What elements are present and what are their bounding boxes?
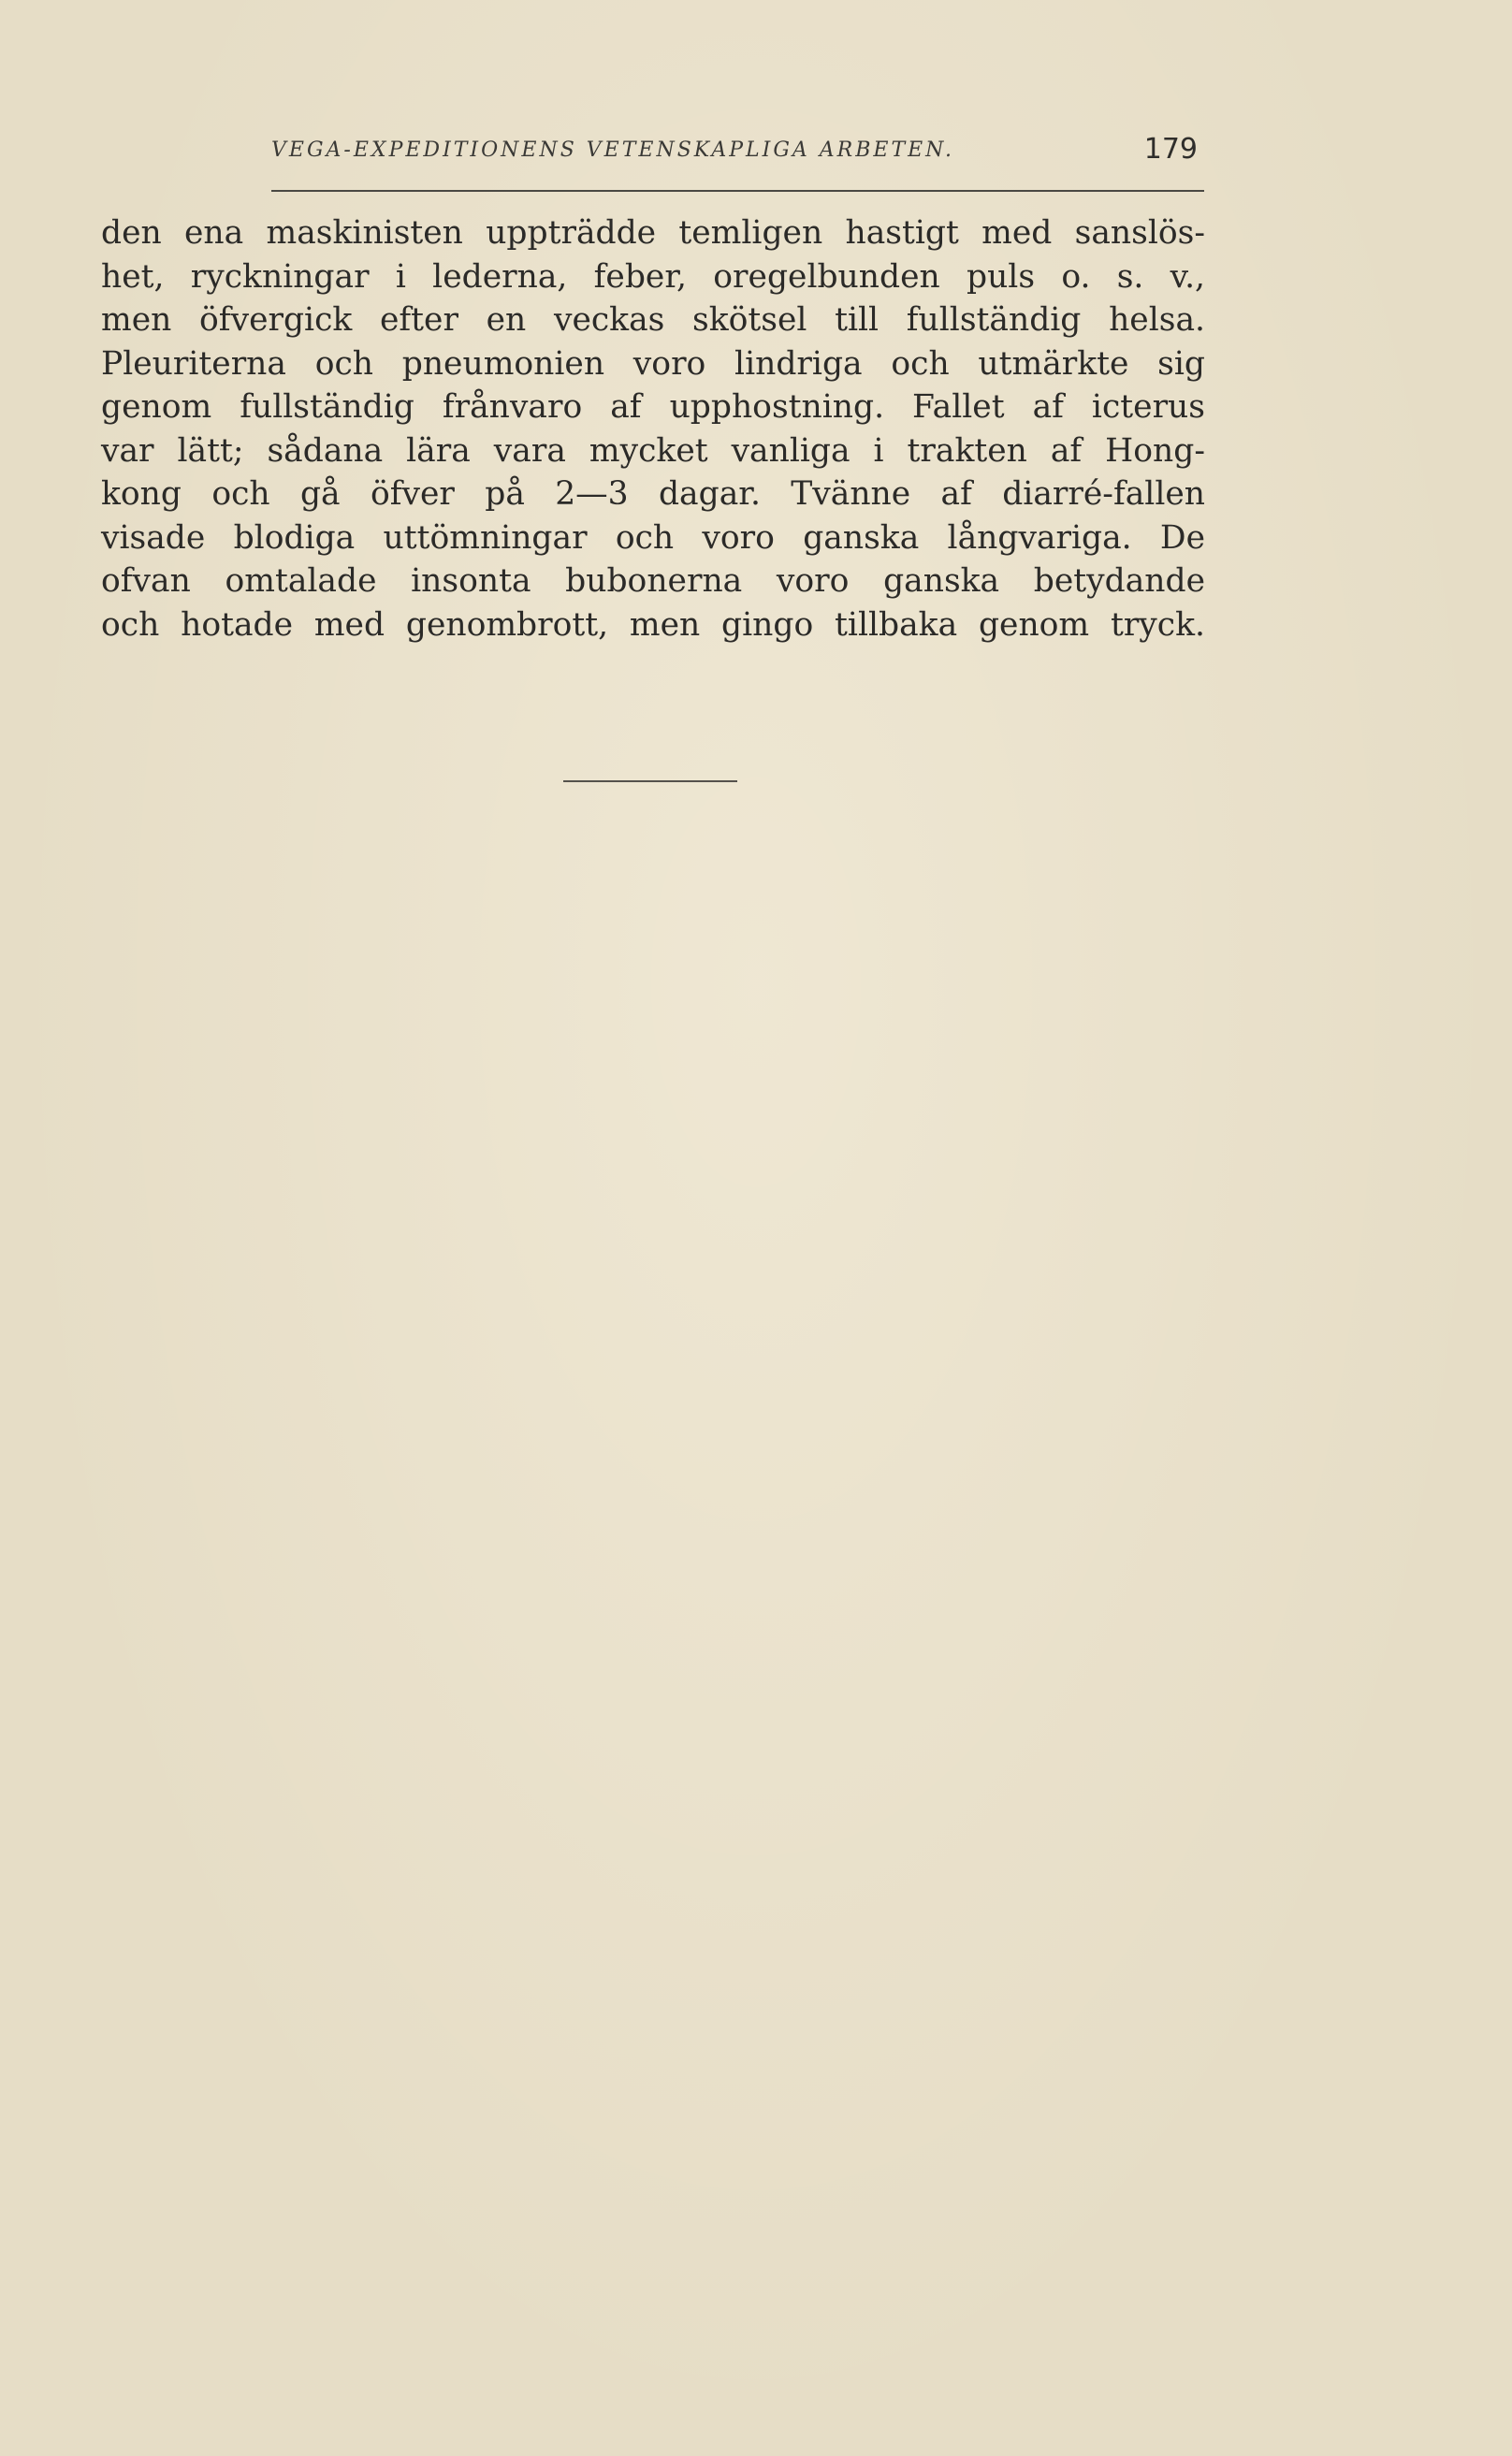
header-rule <box>271 190 1204 192</box>
text-line: kong och gå öfver på 2—3 dagar. Tvänne af diarré-fallen <box>101 475 1205 513</box>
running-header <box>271 133 1198 176</box>
text-line: ofvan omtalade insonta bubonerna voro ganska betydande <box>101 562 1205 600</box>
text-line: het, ryckningar i lederna, feber, oregelbunden puls o. s. v., <box>101 257 1205 296</box>
text-line: men öfvergick efter en veckas skötsel till fullständig helsa. <box>101 301 1205 339</box>
body-paragraph <box>101 211 1205 647</box>
text-line: den ena maskinisten uppträdde temligen hastigt med sanslös- <box>101 214 1205 252</box>
text-line: och hotade med genombrott, men gingo tillbaka genom tryck. <box>101 605 1205 644</box>
page-number: 179 <box>1143 133 1198 166</box>
text-line: visade blodiga uttömningar och voro ganska långvariga. De <box>101 518 1205 557</box>
section-divider <box>563 780 737 782</box>
running-title: VEGA-EXPEDITIONENS VETENSKAPLIGA ARBETEN. <box>271 138 955 162</box>
text-line: var lätt; sådana lära vara mycket vanliga i trakten af Hong- <box>101 431 1205 470</box>
text-line: Pleuriterna och pneumonien voro lindriga och utmärkte sig <box>101 344 1205 383</box>
text-line: genom fullständig frånvaro af upphostning. Fallet af icterus <box>101 388 1205 426</box>
